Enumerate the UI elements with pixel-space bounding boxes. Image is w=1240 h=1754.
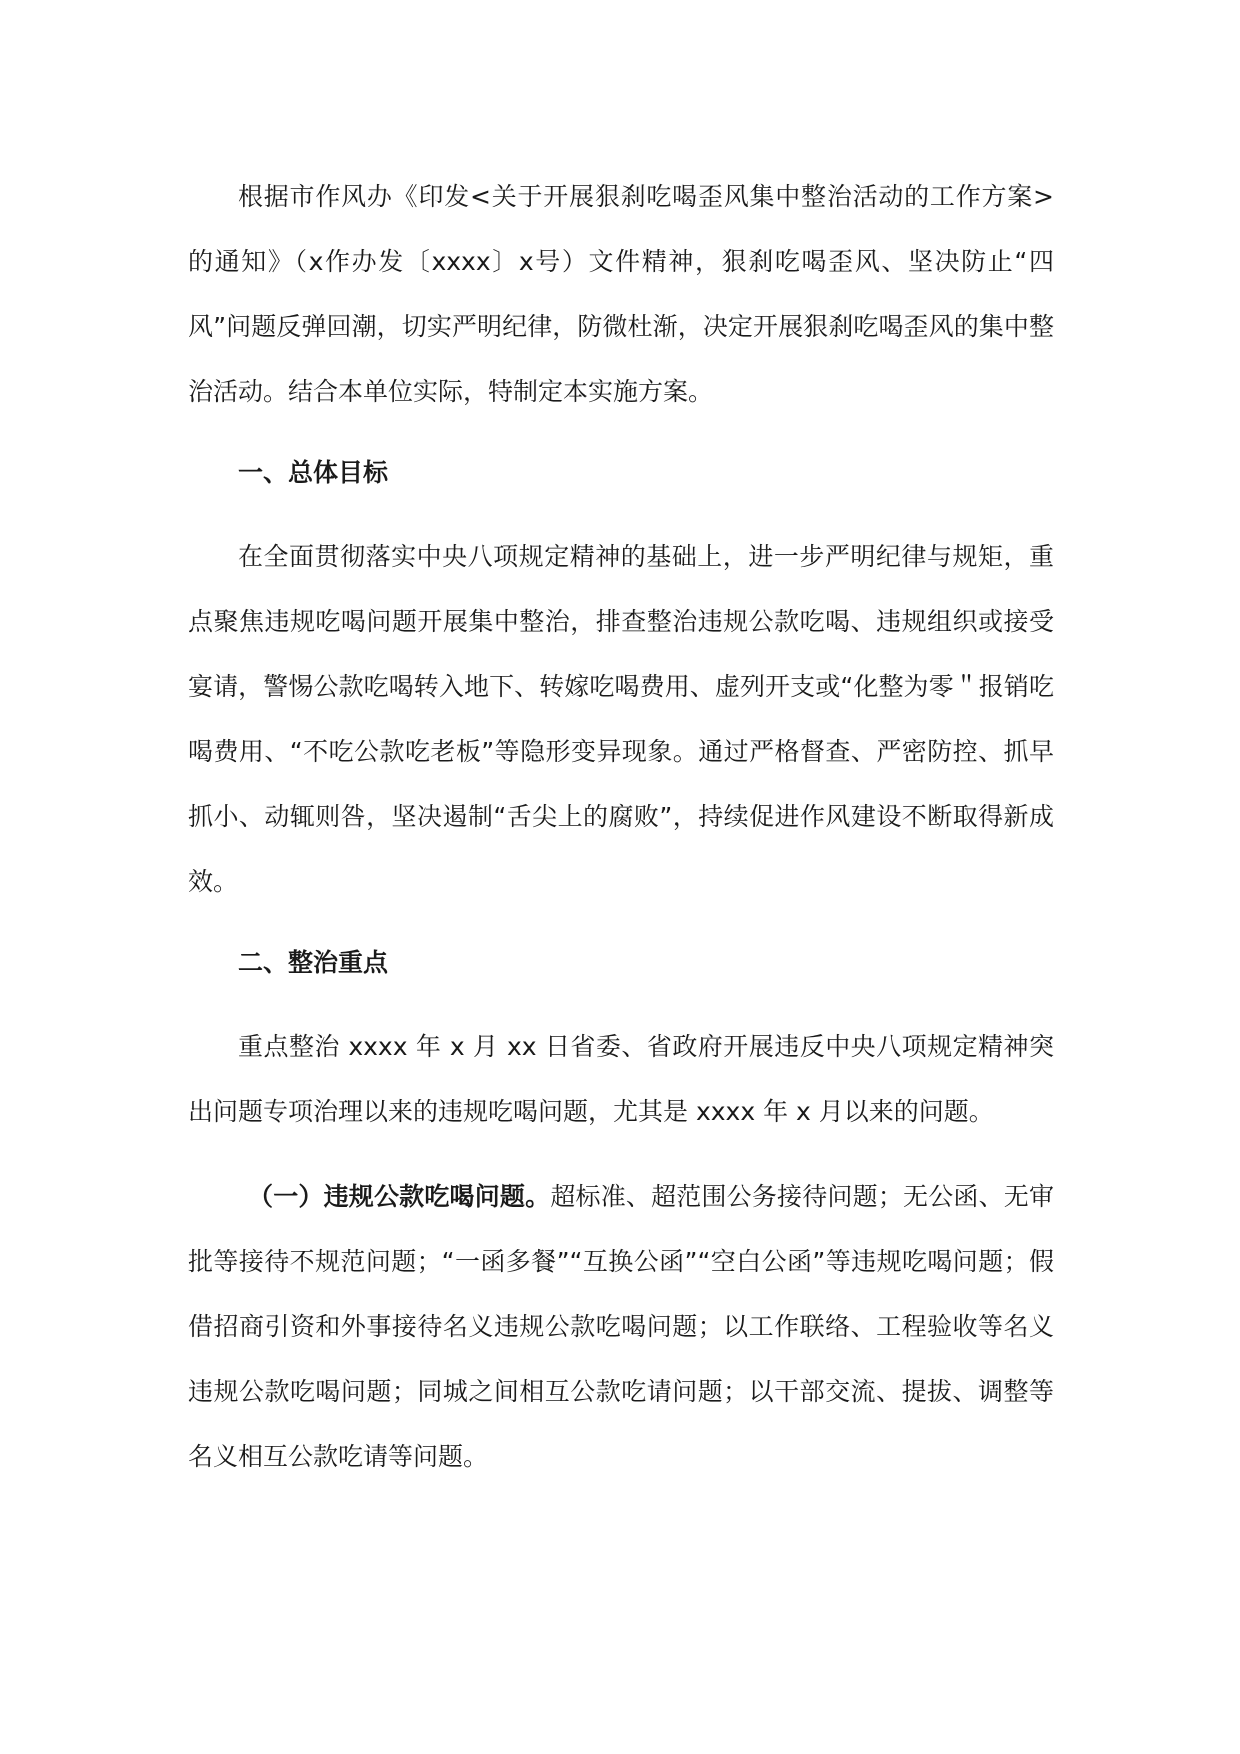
item-lead: （一）违规公款吃喝问题。 (248, 1182, 551, 1211)
section-heading-key-focus: 二、整治重点 (238, 948, 389, 977)
item-text: 超标准、超范围公务接待问题；无公函、无审批等接待不规范问题；“一函多餐”“互换公函”“空白公函”等违规吃喝问题；假借招商引资和外事接待名义违规公款吃喝问题；以工作联络、工程验收等名义违规公款吃喝问题；同城之间相互公款吃请问题；以干部交流、提拔、调整等名义相互公款吃请等问题。 (188, 1182, 1054, 1471)
intro-paragraph: 根据市作风办《印发<关于开展狠刹吃喝歪风集中整治活动的工作方案>的通知》（x作办发〔xxxx〕x号）文件精神，狠刹吃喝歪风、坚决防止“四风”问题反弹回潮，切实严明纪律，防微杜渐，决定开展狠刹吃喝歪风的集中整治活动。结合本单位实际，特制定本实施方案。 (188, 182, 1054, 406)
overall-goal-paragraph: 在全面贯彻落实中央八项规定精神的基础上，进一步严明纪律与规矩，重点聚焦违规吃喝问题开展集中整治，排查整治违规公款吃喝、违规组织或接受宴请，警惕公款吃喝转入地下、转嫁吃喝费用、虚列开支或“化整为零＂报销吃喝费用、“不吃公款吃老板”等隐形变异现象。通过严格督查、严密防控、抓早抓小、动辄则咎，坚决遏制“舌尖上的腐败”，持续促进作风建设不断取得新成效。 (188, 542, 1054, 896)
section-heading-overall-goal: 一、总体目标 (238, 458, 389, 487)
item-public-funds-dining (188, 1164, 1054, 1489)
key-focus-paragraph: 重点整治 xxxx 年 x 月 xx 日省委、省政府开展违反中央八项规定精神突出问题专项治理以来的违规吃喝问题，尤其是 xxxx 年 x 月以来的问题。 (188, 1032, 1054, 1126)
